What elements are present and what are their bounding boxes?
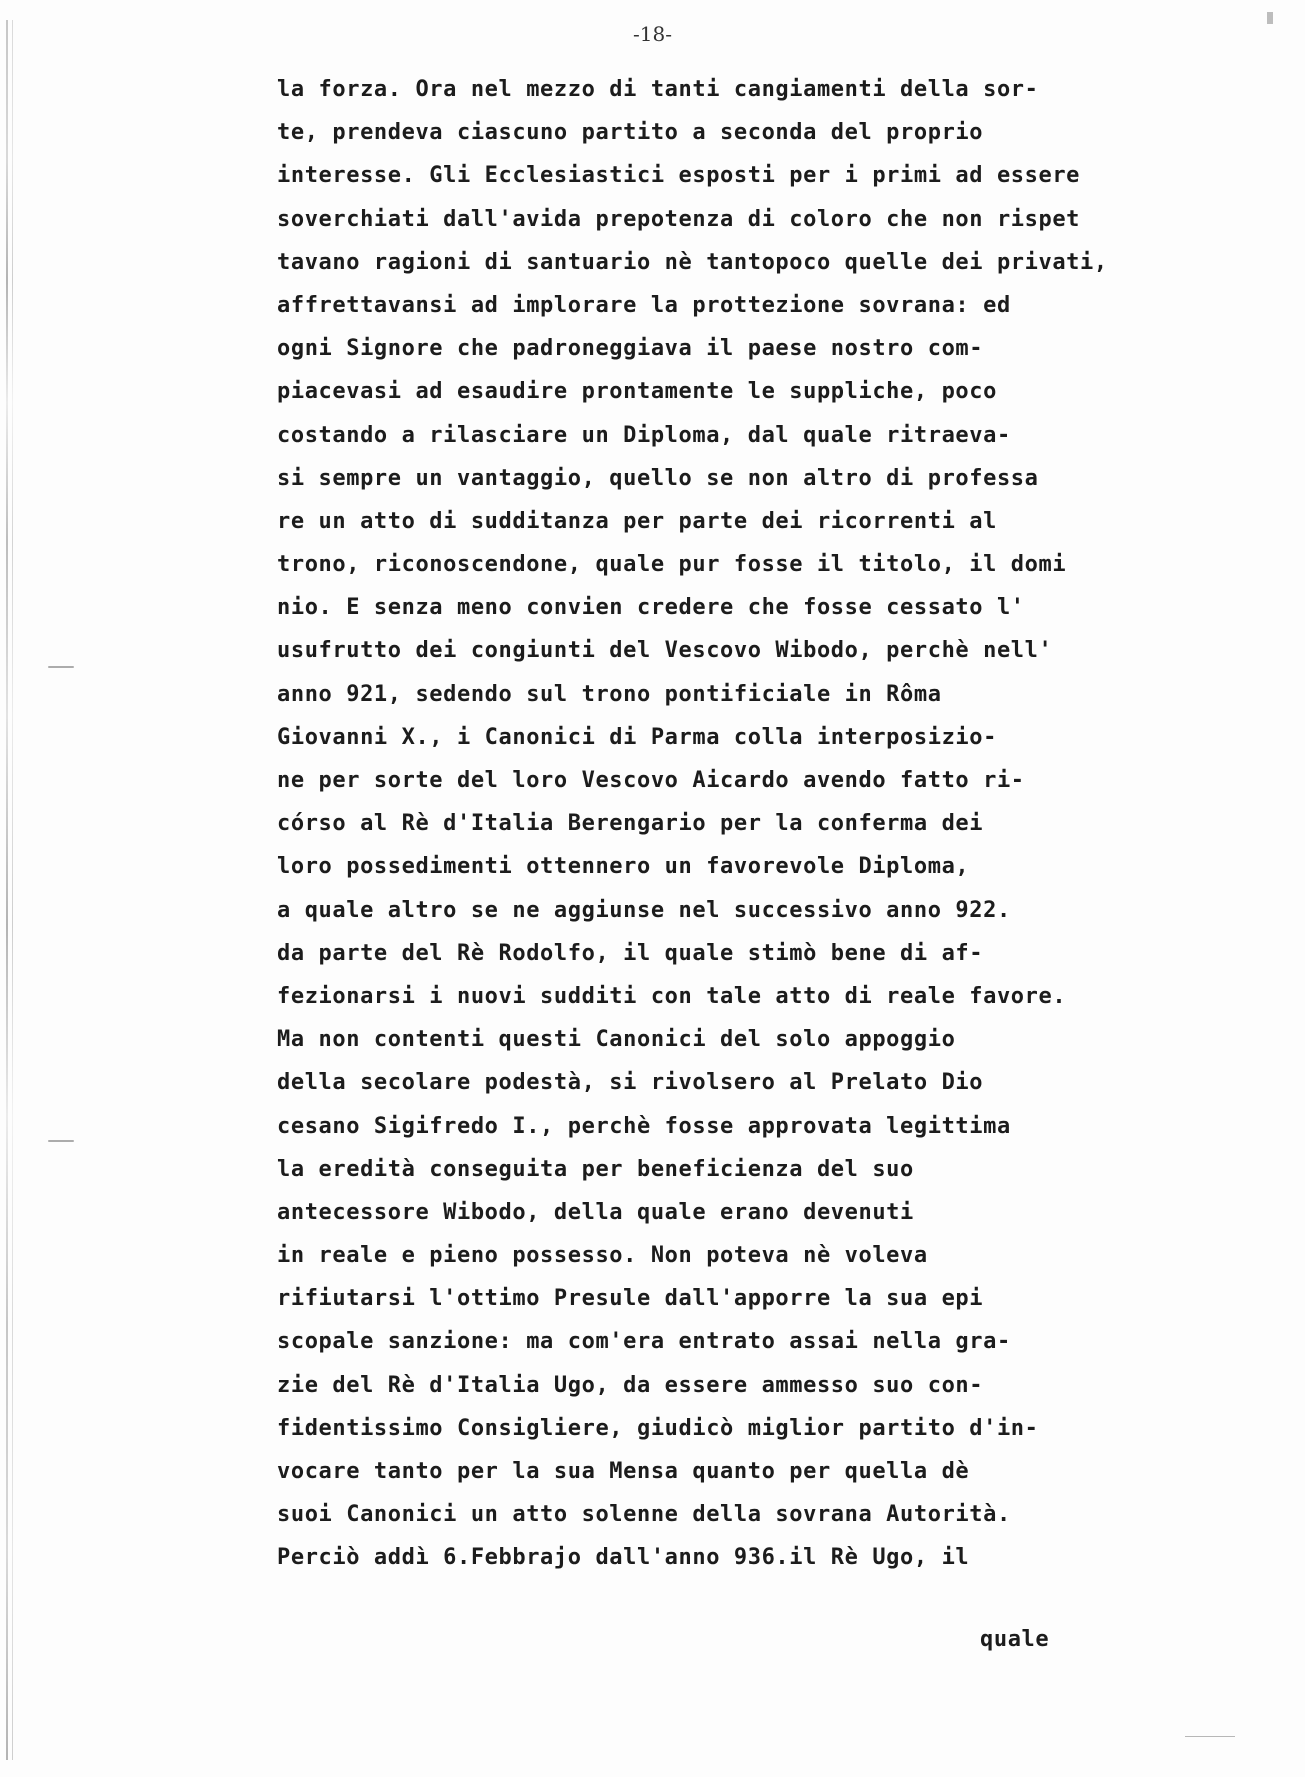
text-line: piacevasi ad esaudire prontamente le suppliche, poco: [277, 379, 997, 405]
text-line: antecessore Wibodo, della quale erano devenuti: [277, 1199, 914, 1225]
text-line: ne per sorte del loro Vescovo Aicardo avendo fatto ri-: [277, 768, 1025, 793]
text-line: affrettavansi ad implorare la prottezione sovrana: ed: [277, 292, 1011, 318]
text-line: scopale sanzione: ma com'era entrato assai nella gra-: [277, 1329, 1011, 1355]
text-line: in reale e pieno possesso. Non poteva nè voleva: [277, 1243, 928, 1269]
margin-tick-mark: [48, 666, 74, 668]
text-line: ogni Signore che padroneggiava il paese nostro com-: [277, 336, 984, 362]
body-text: [277, 68, 1277, 1580]
text-line: vocare tanto per la sua Mensa quanto per quella dè: [277, 1459, 970, 1484]
text-line: la eredità conseguita per beneficienza del suo: [277, 1156, 914, 1182]
text-line: della secolare podestà, si rivolsero al Prelato Dio: [277, 1070, 984, 1096]
text-line: suoi Canonici un atto solenne della sovrana Autorità.: [277, 1502, 1011, 1528]
text-line: tavano ragioni di santuario nè tantopoco quelle dei privati,: [277, 249, 1108, 275]
text-line: loro possedimenti ottennero un favorevole Diploma,: [277, 854, 970, 880]
bottom-rule: [1185, 1736, 1235, 1737]
text-line: zie del Rè d'Italia Ugo, da essere ammesso suo con-: [277, 1372, 984, 1398]
scan-edge-artifact: [12, 20, 13, 1760]
text-line: soverchiati dall'avida prepotenza di coloro che non rispet: [277, 206, 1081, 232]
text-line: trono, riconoscendone, quale pur fosse il titolo, il domi: [277, 552, 1067, 578]
text-line: la forza. Ora nel mezzo di tanti cangiamenti della sor-: [277, 77, 1039, 102]
text-line: Ma non contenti questi Canonici del solo appoggio: [277, 1027, 956, 1053]
text-line: a quale altro se ne aggiunse nel successivo anno 922.: [277, 897, 1011, 923]
scan-edge-artifact: [6, 20, 8, 1760]
text-line: nio. E senza meno convien credere che fosse cessato l': [277, 595, 1025, 621]
text-line: rifiutarsi l'ottimo Presule dall'apporre la sua epi: [277, 1286, 984, 1312]
text-line: Perciò addì 6.Febbrajo dall'anno 936.il Rè Ugo, il: [277, 1545, 970, 1571]
text-line: si sempre un vantaggio, quello se non altro di professa: [277, 465, 1039, 491]
catchword: quale: [980, 1627, 1050, 1652]
text-line: costando a rilasciare un Diploma, dal quale ritraeva-: [277, 422, 1011, 448]
text-line: cesano Sigifredo I., perchè fosse approvata legittima: [277, 1113, 1011, 1139]
text-line: te, prendeva ciascuno partito a seconda del proprio: [277, 120, 984, 146]
page-number: -18-: [633, 22, 672, 46]
margin-tick-mark: [48, 1140, 74, 1142]
text-line: interesse. Gli Ecclesiastici esposti per i primi ad essere: [277, 163, 1081, 189]
text-line: anno 921, sedendo sul trono pontificiale in Rôma: [277, 681, 942, 707]
text-line: Giovanni X., i Canonici di Parma colla interposizio-: [277, 724, 997, 750]
text-line: córso al Rè d'Italia Berengario per la conferma dei: [277, 811, 984, 837]
text-line: fezionarsi i nuovi sudditi con tale atto di reale favore.: [277, 983, 1067, 1009]
text-line: re un atto di sudditanza per parte dei ricorrenti al: [277, 508, 997, 534]
text-line: da parte del Rè Rodolfo, il quale stimò bene di af-: [277, 940, 984, 966]
text-line: usufrutto dei congiunti del Vescovo Wibodo, perchè nell': [277, 638, 1053, 664]
text-line: fidentissimo Consigliere, giudicò miglior partito d'in-: [277, 1415, 1039, 1441]
